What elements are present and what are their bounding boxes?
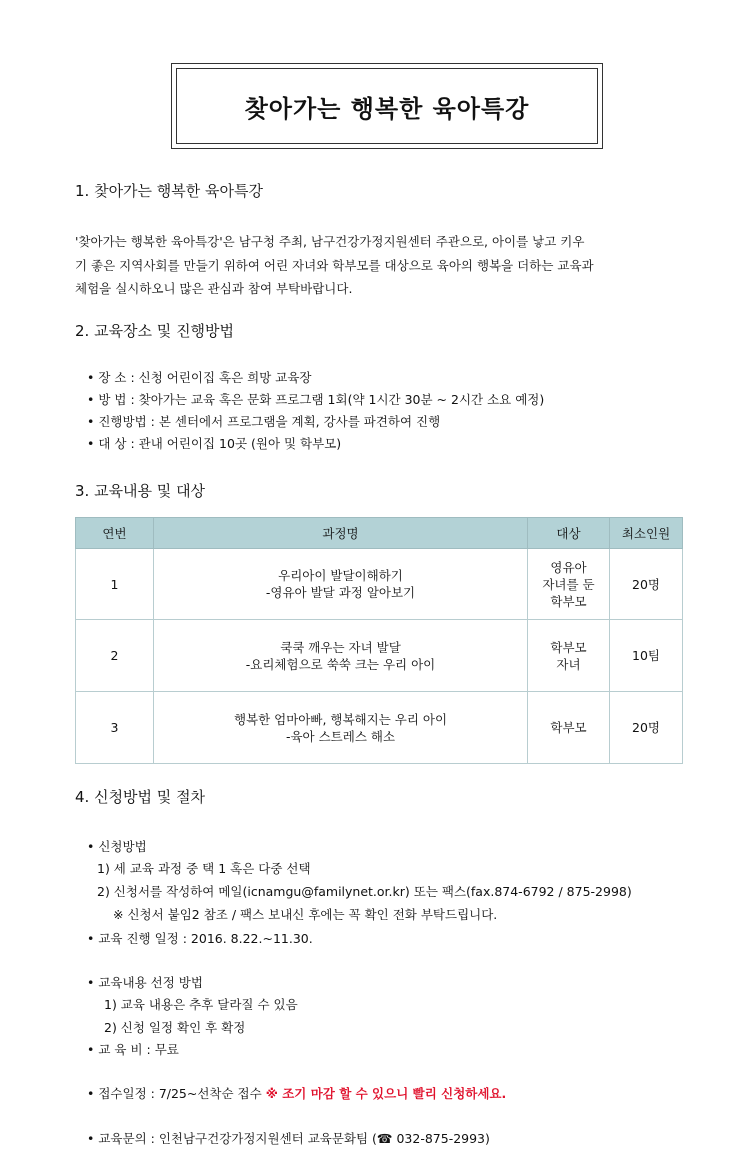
target-line: 자녀를 둔 xyxy=(542,576,595,592)
section2-item-method: • 방 법 : 찾아가는 교육 혹은 문화 프로그램 1회(약 1시간 30분 ~ 2시간 소요 예정) xyxy=(87,392,545,407)
cell-target xyxy=(528,692,610,764)
inquiry-text: 교육문의 : 인천남구건강가정지원센터 교육문화팀 (☎ 032-875-2993) xyxy=(98,1131,490,1146)
course-title: 행복한 엄마아빠, 행복해지는 우리 아이 xyxy=(233,711,448,727)
section4-heading: 4. 신청방법 및 절차 xyxy=(75,788,206,806)
course-subtitle: -요리체험으로 쑥쑥 크는 우리 아이 xyxy=(245,656,436,672)
section2-item-place-text: 장 소 : 신청 어린이집 혹은 희망 교육장 xyxy=(98,370,312,385)
course-subtitle: -영유아 발달 과정 알아보기 xyxy=(265,585,416,600)
table-header-row xyxy=(76,518,683,549)
section1-heading: 1. 찾아가는 행복한 육아특강 xyxy=(75,182,264,200)
col-header-target: 대상 xyxy=(528,518,610,549)
cell-no: 3 xyxy=(76,692,154,764)
select-method-title-text: 교육내용 선정 방법 xyxy=(98,975,203,990)
cell-min: 20명 xyxy=(610,549,683,620)
cell-course xyxy=(154,549,528,620)
cell-min: 20명 xyxy=(610,692,683,764)
cell-course xyxy=(154,692,528,764)
section2-item-process: • 진행방법 : 본 센터에서 프로그램을 계획, 강사를 파견하여 진행 xyxy=(87,414,441,429)
apply-step-1: 1) 세 교육 과정 중 택 1 혹은 다중 선택 xyxy=(97,861,311,876)
target-line: 자녀 xyxy=(556,656,581,672)
target-line: 학부모 xyxy=(550,720,587,735)
section2-item-process-text: 진행방법 : 본 센터에서 프로그램을 계획, 강사를 파견하여 진행 xyxy=(98,414,441,429)
cell-no: 2 xyxy=(76,620,154,692)
schedule-text: 교육 진행 일정 : 2016. 8.22.~11.30. xyxy=(98,931,313,946)
target-line: 학부모 xyxy=(550,593,587,609)
table-row xyxy=(76,692,683,764)
select-method-title: • 교육내용 선정 방법 xyxy=(87,975,203,990)
cell-no: 1 xyxy=(76,549,154,620)
title-inner-border xyxy=(176,68,598,144)
section3-heading: 3. 교육내용 및 대상 xyxy=(75,482,206,500)
fee-item: • 교 육 비 : 무료 xyxy=(87,1042,179,1057)
col-header-min: 최소인원 xyxy=(610,518,683,549)
section1-line-1: '찾아가는 행복한 육아특강'은 남구청 주최, 남구건강가정지원센터 주관으로, 아이를 낳고 키우 xyxy=(75,234,585,249)
course-title: 쿡쿡 깨우는 자녀 발달 xyxy=(280,639,401,655)
inquiry-item: • 교육문의 : 인천남구건강가정지원센터 교육문화팀 (☎ 032-875-2993) xyxy=(87,1131,490,1146)
reception-text: 접수일정 : 7/25~선착순 접수 xyxy=(98,1086,266,1101)
table-row xyxy=(76,620,683,692)
reception-item: • 접수일정 : 7/25~선착순 접수 ※ 조기 마감 할 수 있으니 빨리 신청하세요. xyxy=(87,1086,507,1101)
section1-line-3: 체험을 실시하오니 많은 관심과 참여 부탁바랍니다. xyxy=(75,281,353,296)
apply-method-title: • 신청방법 xyxy=(87,839,147,854)
apply-method-title-text: 신청방법 xyxy=(98,839,147,854)
page-title: 찾아가는 행복한 육아특강 xyxy=(244,94,530,123)
target-line: 영유아 xyxy=(550,559,587,575)
cell-min: 10팀 xyxy=(610,620,683,692)
course-table xyxy=(75,517,683,764)
fee-text: 교 육 비 : 무료 xyxy=(98,1042,179,1057)
title-box xyxy=(171,63,603,149)
reception-warning: ※ 조기 마감 할 수 있으니 빨리 신청하세요. xyxy=(265,1086,507,1101)
select-step-2: 2) 신청 일정 확인 후 확정 xyxy=(104,1020,246,1035)
table-row xyxy=(76,549,683,620)
section2-item-target-text: 대 상 : 관내 어린이집 10곳 (원아 및 학부모) xyxy=(98,436,342,451)
course-title: 우리아이 발달이해하기 xyxy=(278,568,403,583)
section2-item-place: • 장 소 : 신청 어린이집 혹은 희망 교육장 xyxy=(87,370,312,385)
select-step-1: 1) 교육 내용은 추후 달라질 수 있음 xyxy=(104,997,298,1012)
schedule-item: • 교육 진행 일정 : 2016. 8.22.~11.30. xyxy=(87,931,313,946)
cell-target xyxy=(528,549,610,620)
section2-item-target: • 대 상 : 관내 어린이집 10곳 (원아 및 학부모) xyxy=(87,436,342,451)
col-header-course: 과정명 xyxy=(154,518,528,549)
section2-heading: 2. 교육장소 및 진행방법 xyxy=(75,322,235,340)
apply-note: ※ 신청서 붙임2 참조 / 팩스 보내신 후에는 꼭 확인 전화 부탁드립니다. xyxy=(113,907,498,922)
cell-course xyxy=(154,620,528,692)
apply-step-2: 2) 신청서를 작성하여 메일(icnamgu@familynet.or.kr) 또는 팩스(fax.874-6792 / 875-2998) xyxy=(97,884,632,899)
cell-target xyxy=(528,620,610,692)
target-line: 학부모 xyxy=(550,639,587,655)
course-subtitle: -육아 스트레스 해소 xyxy=(285,728,396,744)
col-header-no: 연번 xyxy=(76,518,154,549)
section1-line-2: 기 좋은 지역사회를 만들기 위하여 어린 자녀와 학부모를 대상으로 육아의 행복을 더하는 교육과 xyxy=(75,258,594,273)
section2-item-method-text: 방 법 : 찾아가는 교육 혹은 문화 프로그램 1회(약 1시간 30분 ~ 2시간 소요 예정) xyxy=(98,392,545,407)
